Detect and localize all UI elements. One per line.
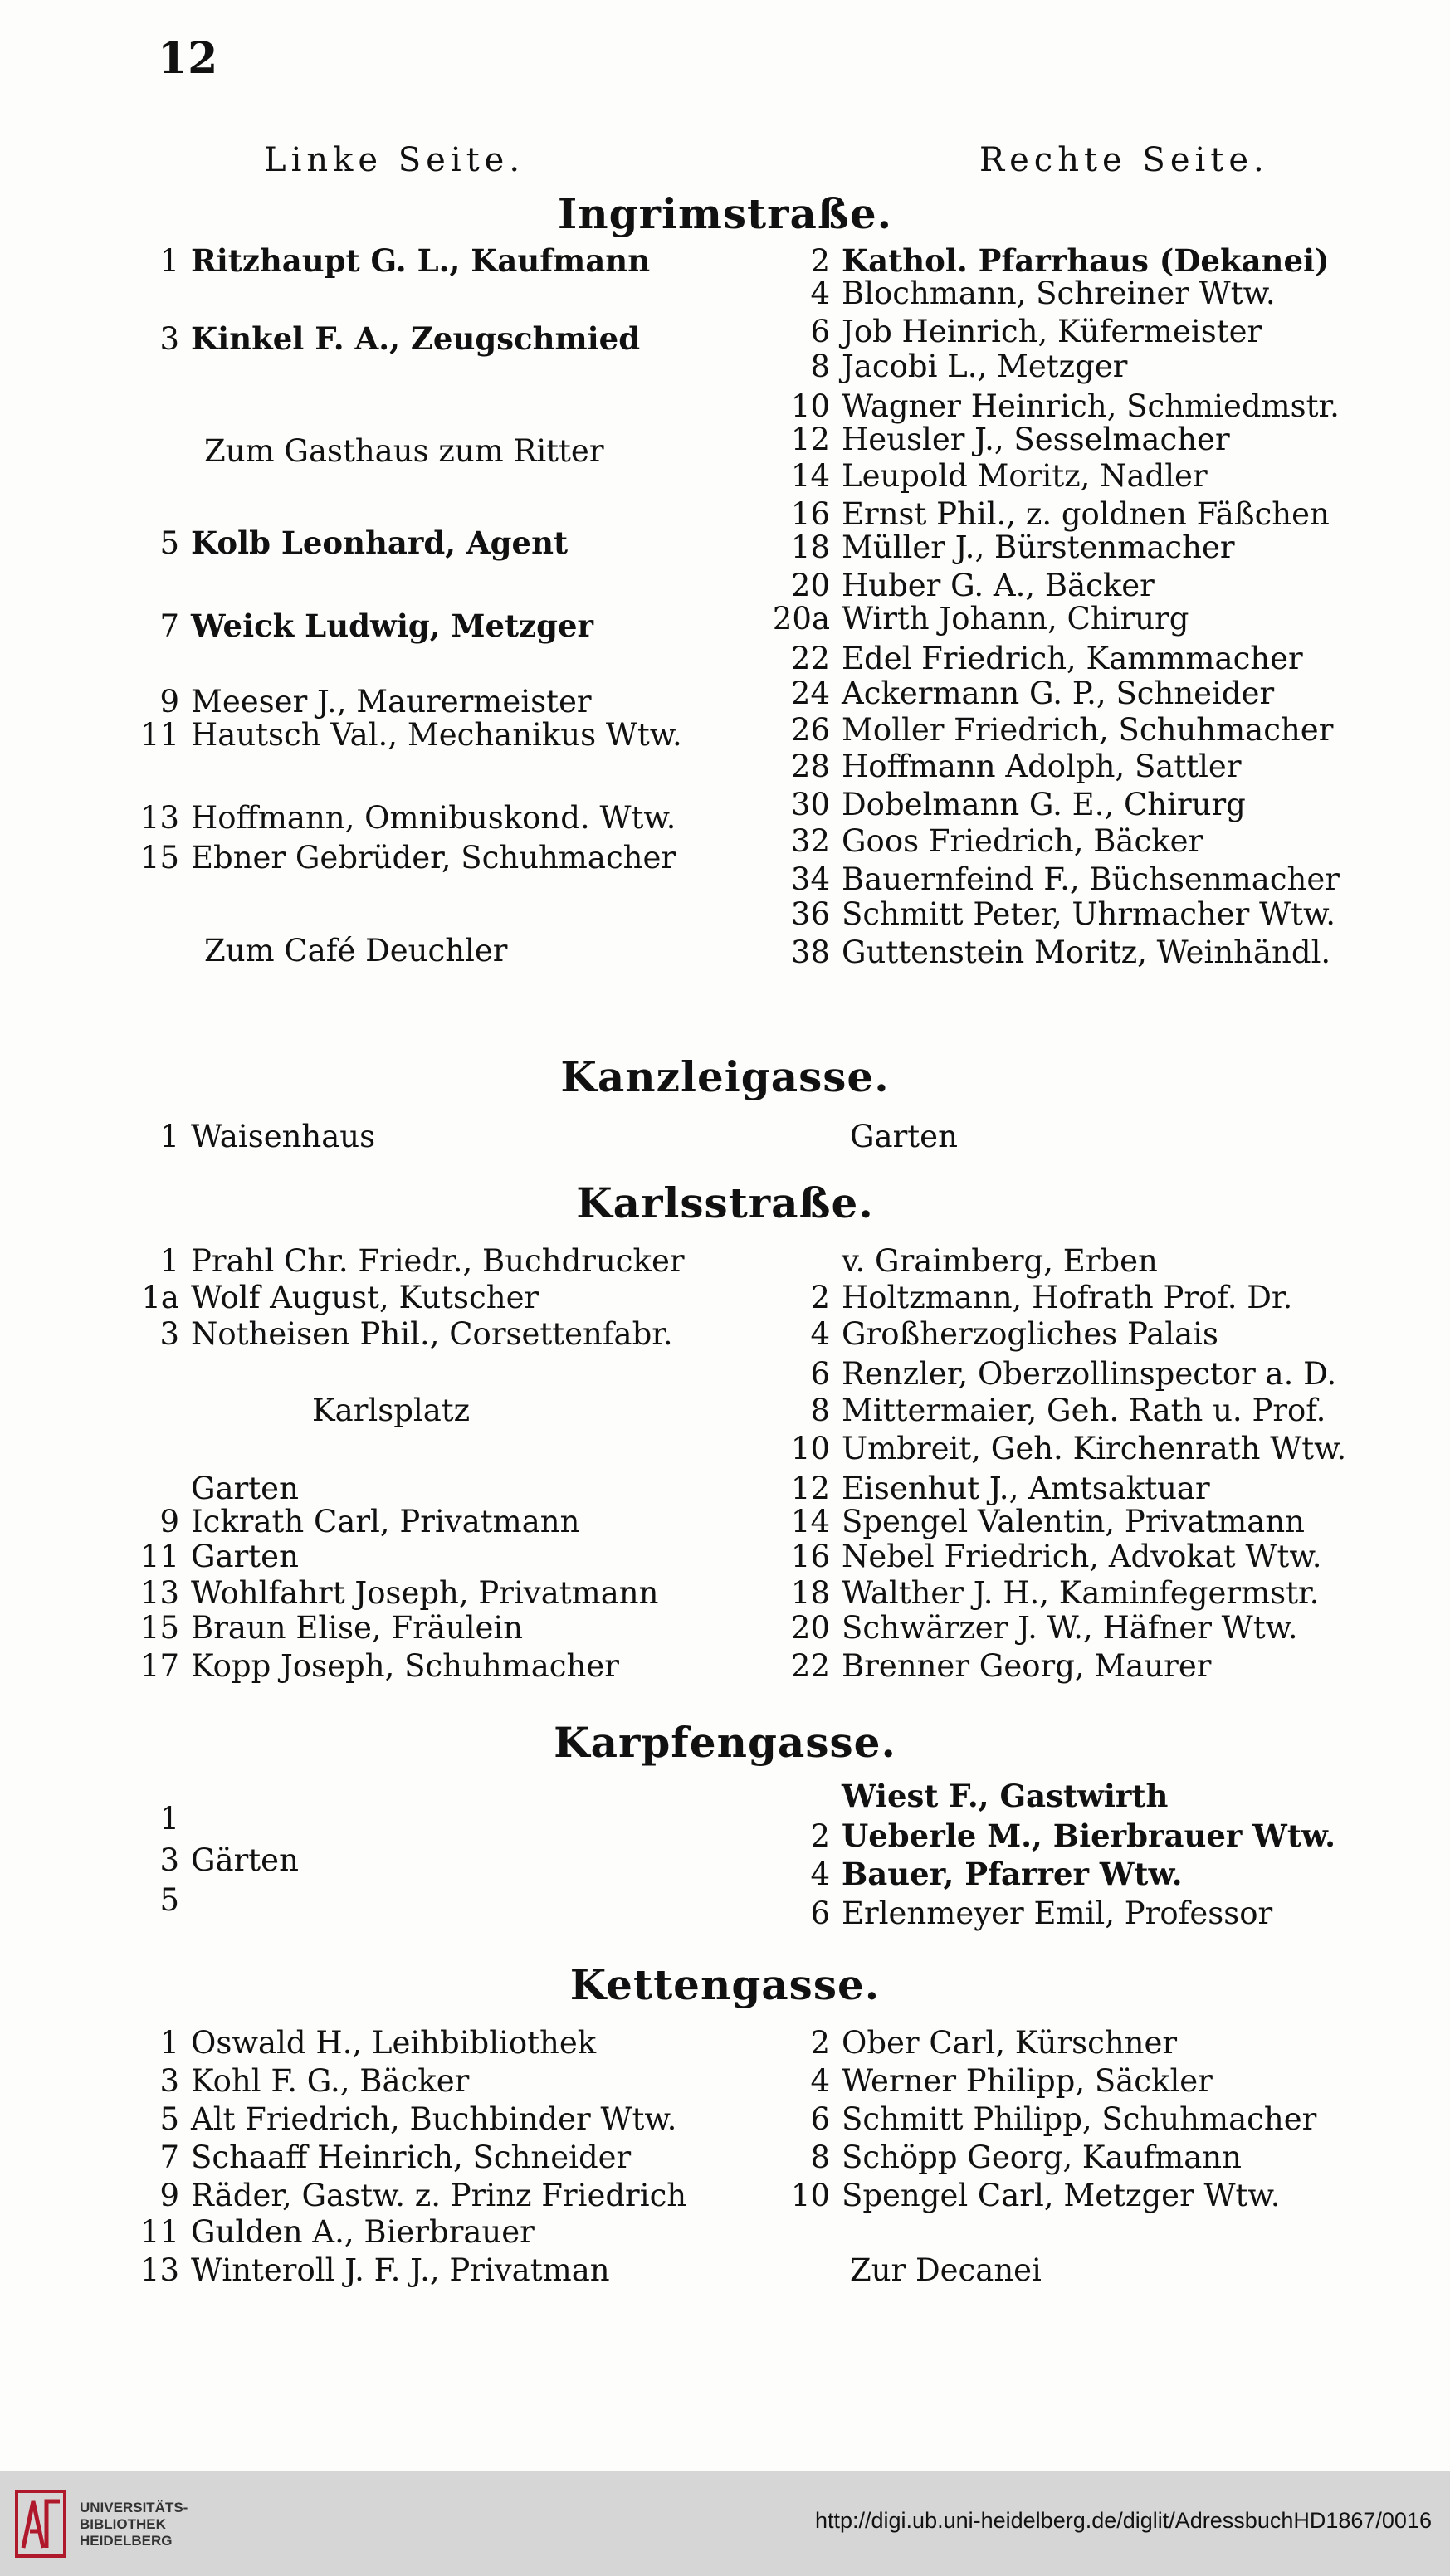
house-number: 1: [159, 1243, 179, 1279]
house-number: 11: [139, 1539, 179, 1574]
resident-name: Guttenstein Moritz, Weinhändl.: [842, 934, 1331, 970]
house-number: 5: [159, 525, 179, 561]
resident-name: Schöpp Georg, Kaufmann: [842, 2139, 1242, 2175]
resident-name: Goos Friedrich, Bäcker: [842, 823, 1203, 859]
street-heading: Karlsstraße.: [576, 1178, 874, 1227]
house-number: 5: [159, 1882, 179, 1918]
resident-name: Wiest F., Gastwirth: [842, 1778, 1169, 1814]
right-address-entry: [0, 312, 1262, 352]
resident-name: Hoffmann Adolph, Sattler: [842, 749, 1242, 784]
house-number: 28: [790, 749, 830, 784]
house-number: 4: [810, 276, 830, 311]
house-number: 13: [139, 2252, 179, 2288]
right-address-entry: [0, 1117, 958, 1157]
resident-name: Wohlfahrt Joseph, Privatmann: [191, 1575, 659, 1611]
resident-name: Zum Café Deuchler: [204, 933, 508, 968]
library-name-line: BIBLIOTHEK: [80, 2516, 166, 2532]
resident-name: Wagner Heinrich, Schmiedmstr.: [842, 388, 1340, 424]
resident-name: Notheisen Phil., Corsettenfabr.: [191, 1316, 673, 1352]
house-number: 3: [159, 1316, 179, 1352]
resident-name: Jacobi L., Metzger: [842, 349, 1128, 384]
house-number: 34: [790, 861, 830, 897]
resident-name: Winteroll J. F. J., Privatman: [191, 2252, 610, 2288]
resident-name: Zum Gasthaus zum Ritter: [204, 433, 604, 469]
library-name: [80, 2500, 188, 2549]
source-url-link[interactable]: http://digi.ub.uni-heidelberg.de/diglit/AdressbuchHD1867/0016: [814, 2508, 1432, 2533]
house-number: 26: [790, 712, 830, 748]
right-address-entry: [0, 2061, 1213, 2101]
resident-name: Dobelmann G. E., Chirurg: [842, 787, 1246, 822]
house-number: 32: [790, 823, 830, 859]
right-address-entry: [0, 1315, 1218, 1354]
right-address-entry: [0, 1573, 1319, 1613]
right-address-entry: [0, 747, 1242, 787]
resident-name: Wirth Johann, Chirurg: [842, 601, 1189, 637]
resident-name: Gärten: [191, 1842, 299, 1878]
house-number: 11: [139, 717, 179, 753]
resident-name: Hautsch Val., Mechanikus Wtw.: [191, 717, 682, 753]
resident-name: Umbreit, Geh. Kirchenrath Wtw.: [842, 1431, 1347, 1466]
house-number: 6: [810, 1895, 830, 1931]
resident-name: Räder, Gastw. z. Prinz Friedrich: [191, 2178, 687, 2213]
resident-name: Schaaff Heinrich, Schneider: [191, 2139, 632, 2175]
resident-name: Nebel Friedrich, Advokat Wtw.: [842, 1539, 1322, 1574]
house-number: 20a: [772, 601, 830, 637]
resident-name: Leupold Moritz, Nadler: [842, 458, 1208, 494]
resident-name: Großherzogliches Palais: [842, 1316, 1218, 1352]
resident-name: Kolb Leonhard, Agent: [191, 524, 569, 561]
resident-name: Alt Friedrich, Buchbinder Wtw.: [191, 2101, 677, 2137]
house-number: 1: [159, 243, 179, 279]
house-number: 13: [139, 800, 179, 836]
right-address-entry: [0, 1647, 1211, 1686]
right-address-entry: [0, 1278, 1292, 1318]
house-number: 8: [810, 2139, 830, 2175]
house-number: 10: [790, 1431, 830, 1466]
right-address-entry: [0, 1608, 1298, 1648]
right-address-entry: [0, 2100, 1316, 2139]
right-address-entry: [0, 710, 1333, 750]
house-number: 16: [790, 496, 830, 532]
house-number: 18: [790, 529, 830, 565]
house-number: 2: [810, 1280, 830, 1315]
resident-name: Holtzmann, Hofrath Prof. Dr.: [842, 1280, 1293, 1315]
right-address-entry: [0, 1429, 1346, 1469]
house-number: 15: [139, 840, 179, 876]
resident-name: Bauer, Pfarrer Wtw.: [842, 1856, 1183, 1892]
house-number: 7: [159, 2139, 179, 2175]
resident-name: Schmitt Peter, Uhrmacher Wtw.: [842, 896, 1336, 932]
house-number: 13: [139, 1575, 179, 1611]
right-address-entry: [0, 1354, 1336, 1394]
house-number: 1a: [141, 1280, 179, 1315]
house-number: 15: [139, 1610, 179, 1646]
right-side-heading: Rechte Seite.: [979, 141, 1269, 179]
right-address-entry: [0, 785, 1246, 825]
house-number: 1: [159, 2025, 179, 2061]
right-address-entry: [0, 895, 1335, 934]
resident-name: Prahl Chr. Friedr., Buchdrucker: [191, 1243, 685, 1279]
resident-name: Gulden A., Bierbrauer: [191, 2214, 535, 2250]
house-number: 22: [790, 1648, 830, 1684]
resident-name: Spengel Valentin, Privatmann: [842, 1504, 1305, 1539]
house-number: 12: [790, 422, 830, 457]
resident-name: Schwärzer J. W., Häfner Wtw.: [842, 1610, 1298, 1646]
house-number: 14: [790, 1504, 830, 1539]
page-number: 12: [158, 33, 218, 84]
resident-name: Heusler J., Sesselmacher: [842, 422, 1230, 457]
house-number: 3: [159, 1842, 179, 1878]
right-address-entry: [0, 1391, 1326, 1431]
resident-name: Ickrath Carl, Privatmann: [191, 1504, 580, 1539]
house-number: 1: [159, 1801, 179, 1837]
right-address-entry: [0, 599, 1189, 639]
library-name-line: HEIDELBERG: [80, 2533, 173, 2549]
resident-name: Oswald H., Leihbibliothek: [191, 2025, 597, 2061]
resident-name: Walther J. H., Kaminfegermstr.: [842, 1575, 1320, 1611]
right-address-entry: [0, 674, 1274, 714]
house-number: 9: [159, 2178, 179, 2213]
house-number: 2: [810, 1818, 830, 1854]
street-heading: Ingrimstraße.: [557, 189, 893, 238]
right-address-entry: [0, 1502, 1305, 1542]
resident-name: v. Graimberg, Erben: [842, 1243, 1158, 1279]
right-address-entry: [0, 1537, 1321, 1577]
right-address-entry: [0, 528, 1235, 568]
house-number: 8: [810, 349, 830, 384]
house-number: 17: [139, 1648, 179, 1684]
footer-bar: [0, 2471, 1450, 2576]
house-number: 4: [810, 2063, 830, 2099]
house-number: 8: [810, 1393, 830, 1428]
resident-name: Bauernfeind F., Büchsenmacher: [842, 861, 1340, 897]
house-number: 6: [810, 1356, 830, 1392]
street-heading: Karpfengasse.: [554, 1718, 896, 1767]
resident-name: Garten: [191, 1471, 299, 1506]
house-number: 9: [159, 684, 179, 720]
house-number: 10: [790, 2178, 830, 2213]
street-heading: Kettengasse.: [569, 1960, 881, 2009]
right-address-entry: [0, 420, 1230, 460]
resident-name: Karlsplatz: [312, 1393, 471, 1428]
house-number: 10: [790, 388, 830, 424]
resident-name: Ebner Gebrüder, Schuhmacher: [191, 840, 676, 876]
resident-name: Braun Elise, Fräulein: [191, 1610, 524, 1646]
house-number: 20: [790, 568, 830, 603]
right-address-entry: [0, 274, 1276, 314]
resident-name: Garten: [850, 1119, 958, 1154]
resident-name: Müller J., Bürstenmacher: [842, 529, 1235, 565]
resident-name: Schmitt Philipp, Schuhmacher: [842, 2101, 1317, 2137]
house-number: 2: [810, 243, 830, 279]
street-heading: Kanzleigasse.: [560, 1052, 890, 1101]
house-number: 1: [159, 1119, 179, 1154]
resident-name: Ackermann G. P., Schneider: [842, 676, 1275, 711]
right-address-entry: [0, 639, 1303, 679]
resident-name: Renzler, Oberzollinspector a. D.: [842, 1356, 1337, 1392]
resident-name: Ernst Phil., z. goldnen Fäßchen: [842, 496, 1330, 532]
house-number: 12: [790, 1471, 830, 1506]
resident-name: Ueberle M., Bierbrauer Wtw.: [842, 1817, 1335, 1854]
right-address-entry: [0, 1854, 1183, 1894]
house-number: 6: [810, 314, 830, 349]
resident-name: Waisenhaus: [191, 1119, 376, 1154]
resident-name: Blochmann, Schreiner Wtw.: [842, 276, 1276, 311]
right-address-entry: [0, 2176, 1280, 2216]
resident-name: Brenner Georg, Maurer: [842, 1648, 1212, 1684]
resident-name: Mittermaier, Geh. Rath u. Prof.: [842, 1393, 1326, 1428]
right-address-entry: [0, 2213, 842, 2252]
house-number: 7: [159, 608, 179, 644]
house-number: 22: [790, 641, 830, 676]
resident-name: Job Heinrich, Küfermeister: [842, 314, 1262, 349]
resident-name: Ritzhaupt G. L., Kaufmann: [191, 242, 651, 279]
resident-name: Eisenhut J., Amtsaktuar: [842, 1471, 1210, 1506]
house-number: 14: [790, 458, 830, 494]
resident-name: Moller Friedrich, Schuhmacher: [842, 712, 1334, 748]
right-address-entry: [0, 2138, 1242, 2178]
resident-name: Spengel Carl, Metzger Wtw.: [842, 2178, 1281, 2213]
house-number: 4: [810, 1856, 830, 1892]
house-number: 24: [790, 676, 830, 711]
house-number: 6: [810, 2101, 830, 2137]
right-address-entry: [0, 1816, 1335, 1856]
resident-name: Erlenmeyer Emil, Professor: [842, 1895, 1273, 1931]
right-address-entry: [0, 2023, 1177, 2063]
right-address-entry: [0, 456, 1208, 496]
left-side-heading: Linke Seite.: [264, 141, 525, 179]
resident-name: Kopp Joseph, Schuhmacher: [191, 1648, 619, 1684]
right-address-entry: [0, 860, 1340, 900]
resident-name: Kohl F. G., Bäcker: [191, 2063, 470, 2099]
house-number: 2: [810, 2025, 830, 2061]
resident-name: Werner Philipp, Säckler: [842, 2063, 1213, 2099]
house-number: 36: [790, 896, 830, 932]
right-address-entry: [0, 2251, 1042, 2291]
house-number: 16: [790, 1539, 830, 1574]
house-number: 30: [790, 787, 830, 822]
house-number: 3: [159, 2063, 179, 2099]
house-number: 4: [810, 1316, 830, 1352]
right-address-entry: [0, 1776, 1168, 1816]
house-number: 38: [790, 934, 830, 970]
resident-name: Wolf August, Kutscher: [191, 1280, 539, 1315]
right-address-entry: [0, 822, 1203, 861]
house-number: 11: [139, 2214, 179, 2250]
resident-name: Weick Ludwig, Metzger: [191, 607, 594, 644]
resident-name: Edel Friedrich, Kammmacher: [842, 641, 1303, 676]
resident-name: Kathol. Pfarrhaus (Dekanei): [842, 242, 1330, 279]
house-number: 5: [159, 2101, 179, 2137]
right-address-entry: [0, 933, 1330, 973]
house-number: 18: [790, 1575, 830, 1611]
resident-name: Meeser J., Maurermeister: [191, 684, 592, 720]
house-number: 3: [159, 321, 179, 357]
right-address-entry: [0, 1242, 1158, 1281]
library-name-line: UNIVERSITÄTS-: [80, 2500, 188, 2515]
resident-name: Ober Carl, Kürschner: [842, 2025, 1178, 2061]
resident-name: Kinkel F. A., Zeugschmied: [191, 320, 641, 357]
resident-name: Hoffmann, Omnibuskond. Wtw.: [191, 800, 676, 836]
right-address-entry: [0, 1894, 1272, 1934]
resident-name: Zur Decanei: [850, 2252, 1042, 2288]
house-number: 20: [790, 1610, 830, 1646]
resident-name: Huber G. A., Bäcker: [842, 568, 1155, 603]
house-number: 9: [159, 1504, 179, 1539]
university-library-logo-icon: [15, 2490, 66, 2558]
resident-name: Garten: [191, 1539, 299, 1574]
right-address-entry: [0, 347, 1127, 387]
